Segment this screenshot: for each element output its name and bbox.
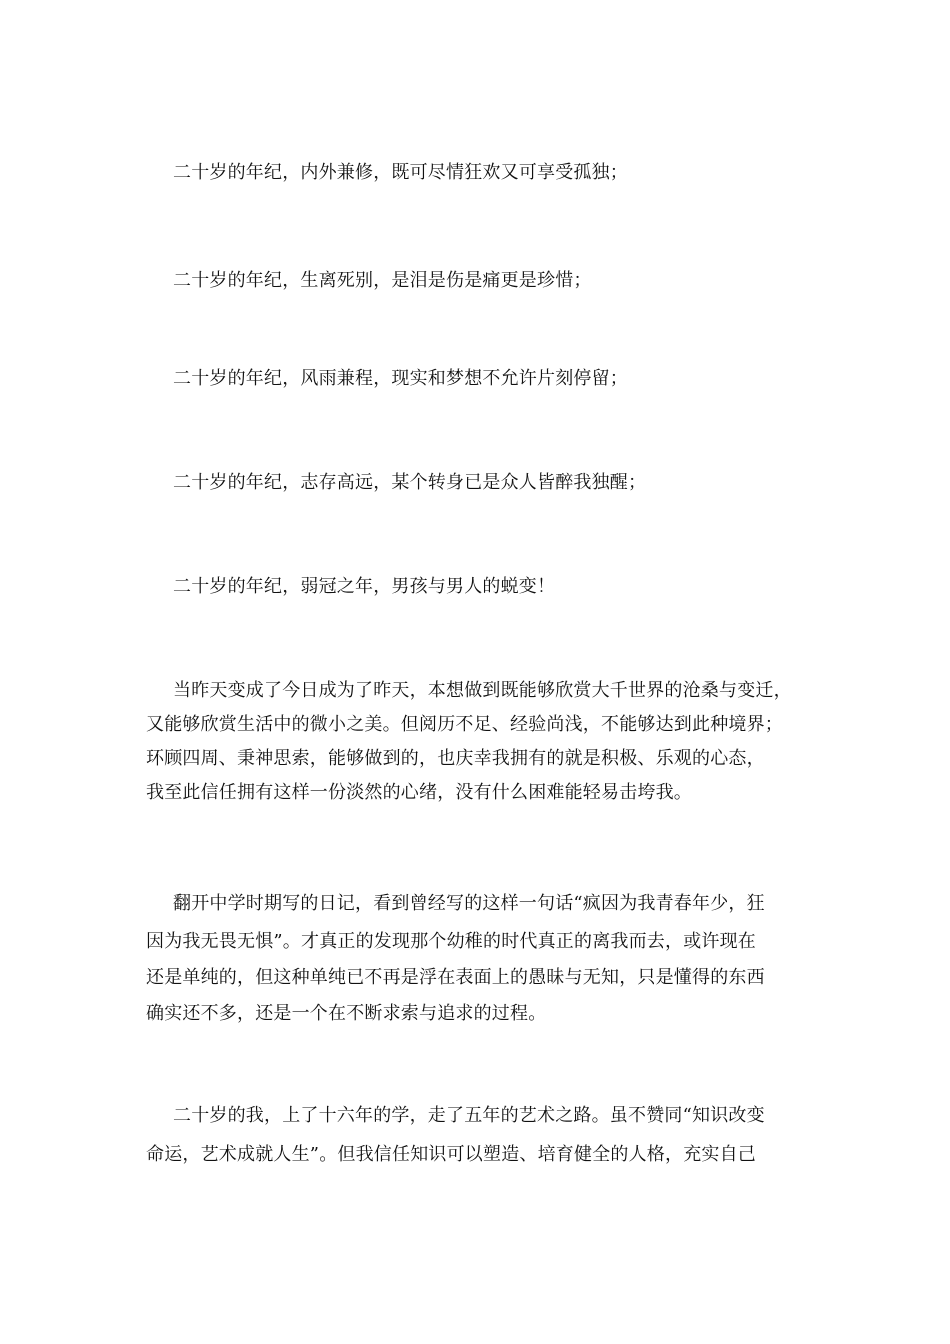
verse-line: 二十岁的年纪，内外兼修，既可尽情狂欢又可享受孤独； bbox=[173, 162, 628, 183]
paragraph-line: 我至此信任拥有这样一份淡然的心绪，没有什么困难能轻易击垮我。 bbox=[146, 782, 692, 803]
paragraph-line: 还是单纯的，但这种单纯已不再是浮在表面上的愚昧与无知，只是懂得的东西 bbox=[146, 967, 765, 988]
paragraph-line: 当昨天变成了今日成为了昨天，本想做到既能够欣赏大千世界的沧桑与变迁， bbox=[173, 680, 792, 701]
paragraph-line: 又能够欣赏生活中的微小之美。但阅历不足、经验尚浅，不能够达到此种境界； bbox=[146, 714, 783, 735]
verse-line: 二十岁的年纪，风雨兼程，现实和梦想不允许片刻停留； bbox=[173, 368, 628, 389]
paragraph-line: 翻开中学时期写的日记，看到曾经写的这样一句话“疯因为我青春年少，狂 bbox=[173, 893, 765, 914]
paragraph-line: 二十岁的我，上了十六年的学，走了五年的艺术之路。虽不赞同“知识改变 bbox=[173, 1105, 765, 1126]
paragraph-line: 命运，艺术成就人生”。但我信任知识可以塑造、培育健全的人格，充实自己 bbox=[146, 1144, 756, 1165]
paragraph-line: 环顾四周、秉神思索，能够做到的，也庆幸我拥有的就是积极、乐观的心态， bbox=[146, 748, 765, 769]
paragraph-line: 因为我无畏无惧”。才真正的发现那个幼稚的时代真正的离我而去，或许现在 bbox=[146, 931, 756, 952]
verse-line: 二十岁的年纪，弱冠之年，男孩与男人的蜕变！ bbox=[173, 576, 556, 597]
verse-line: 二十岁的年纪，志存高远，某个转身已是众人皆醉我独醒； bbox=[173, 472, 647, 493]
paragraph-line: 确实还不多，还是一个在不断求索与追求的过程。 bbox=[146, 1003, 547, 1024]
verse-line: 二十岁的年纪，生离死别，是泪是伤是痛更是珍惜； bbox=[173, 270, 592, 291]
